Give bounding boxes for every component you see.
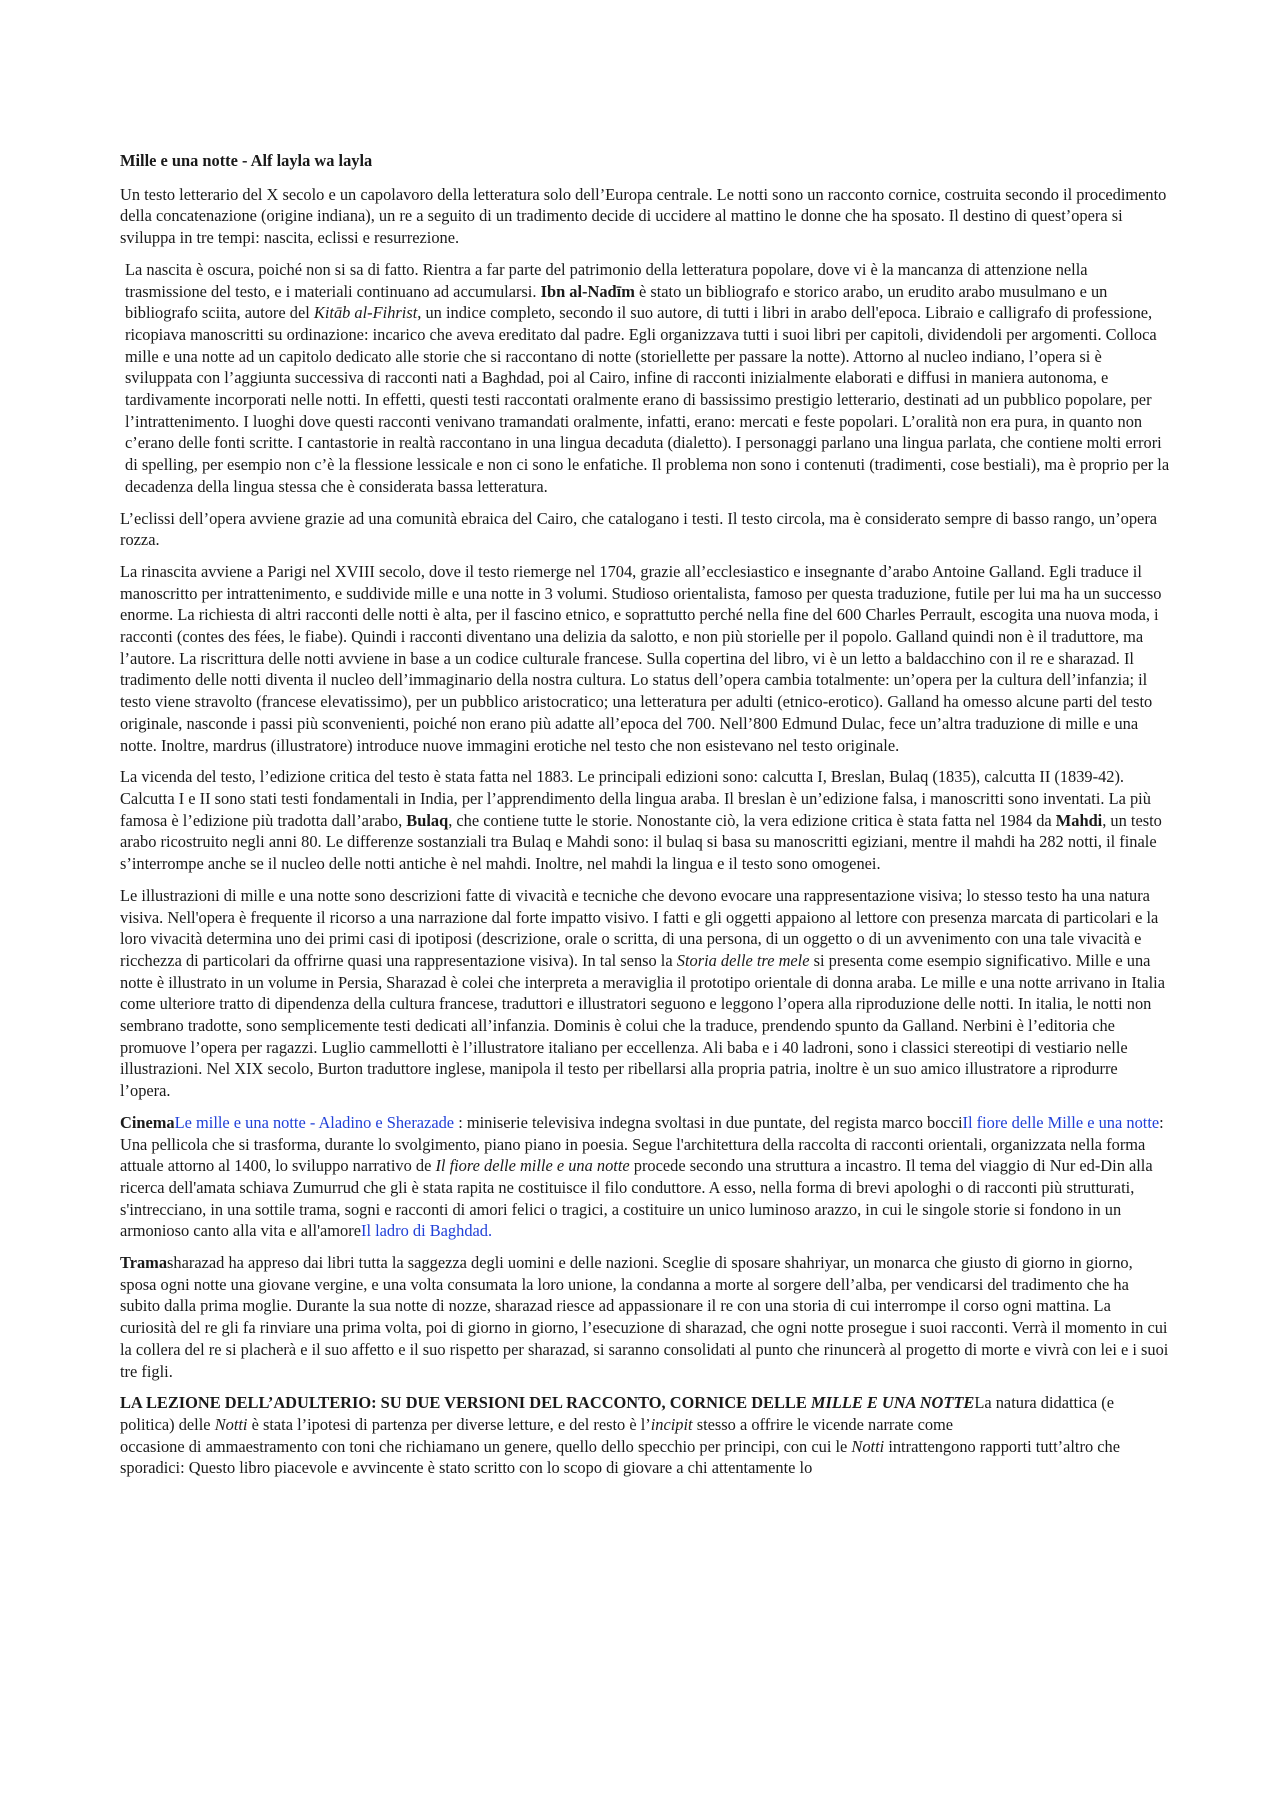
text-run: occasione di ammaestramento con toni che richiamano un genere, quello dello specchio per principi, con cui le (120, 1436, 848, 1456)
bold-italic-term: MILLE E UNA NOTTE (810, 1393, 975, 1413)
page-title: Mille e una notte - Alf layla wa layla (120, 151, 373, 170)
text-run: , che contiene tutte le storie. Nonostante ciò, la vera edizione critica è stata fatta nel 1984 da (448, 810, 1052, 830)
text-run: intrattengono rapporti tutt’altro che sporadici: Questo libro piacevole e avvincente è stato scritto con lo scopo di giovare a chi attentamente lo (120, 1436, 1120, 1478)
text-run: è stato un bibliografo e storico arabo, un erudito arabo musulmano e un bibliografo sciita, autore del (125, 281, 1108, 323)
text-run: si presenta come esempio significativo. Mille e una notte è illustrato in un volume in Persia, Sharazad è colei che interpreta a meraviglia il prototipo orientale di donna araba. Le mille e una notte arrivano in Italia come ulteriore tratto di dipendenza della cultura francese, traduttori e illustratori seguono e leggono l’opera alla riproduzione delle notti. In italia, le notti non sembrano tradotte, sono semplicemente testi dedicati all’infanzia. Dominis è colui che la traduce, prendendo spunto da Galland. Nerbini è l’editoria che promuove l’opera per ragazzi. Luglio cammellotti è l’illustratore italiano per eccellenza. Ali baba e i 40 ladroni, sono i classici stereotipi di vestiario nelle illustrazioni. Nel XIX secolo, Burton traduttore inglese, manipola il testo per ribellarsi alla propria patria, inoltre è un suo amico illustratore a riprodurre l’opera. (120, 950, 1165, 1101)
bold-term: Trama (120, 1253, 168, 1273)
link-aladino-sherazade[interactable]: Le mille e una notte - Aladino e Sherazade (174, 1112, 455, 1132)
paragraph-lezione (120, 1392, 1170, 1479)
paragraph-cinema (120, 1112, 1170, 1242)
document-page (120, 150, 1170, 1489)
italic-term: Kitāb al-Fihrist (313, 303, 418, 323)
text-run: , un indice completo, secondo il suo autore, di tutti i libri in arabo dell'epoca. Libraio e calligrafo di professione, ricopiava manoscritti su ordinazione: incarico che aveva ereditato dal padre. Egli organizzava tutti i suoi libri per capitoli, dividendoli per argomenti. Colloca mille e una notte ad un capitolo dedicato alle storie che si raccontano di notte (storiellette per passare la notte). Attorno al nucleo indiano, l’opera si è sviluppata con l’aggiunta successiva di racconti nati a Baghdad, poi al Cairo, infine di racconti inizialmente elaborati e diffusi in maniera autonoma, e tardivamente incorporati nelle notti. In effetti, questi testi raccontati oralmente erano di bassissimo prestigio letterario, destinati ad un pubblico popolare, per l’intrattenimento. I luoghi dove questi racconti venivano tramandati oralmente, infatti, erano: mercati e feste popolari. L’oralità non era pura, in quanto non c’erano delle fonti scritte. I cantastorie in realtà raccontano in una lingua decaduta (dialetto). I personaggi parlano una lingua parlata, che contiene molti errori di spelling, per esempio non c’è la flessione lessicale e non ci sono le enfatiche. Il problema non sono i contenuti (tradimenti, cose bestiali), ma è proprio per la decadenza della lingua stessa che è considerata bassa letteratura. (125, 303, 1170, 496)
bold-term: Ibn al-Nadīm (540, 281, 635, 301)
paragraph-eclissi: L’eclissi dell’opera avviene grazie ad una comunità ebraica del Cairo, che catalogano i testi. Il testo circola, ma è considerato sempre di basso rango, un’opera rozza. (120, 508, 1158, 550)
link-ladro-baghdad[interactable]: Il ladro di Baghdad. (360, 1221, 493, 1241)
paragraph-rinascita: La rinascita avviene a Parigi nel XVIII secolo, dove il testo riemerge nel 1704, grazie all’ecclesiastico e insegnante d’arabo Antoine Galland. Egli traduce il manoscritto per intrattenimento, e suddivide mille e una notte in 3 volumi. Studioso orientalista, famoso per questa traduzione, futile per lui ma ha un successo enorme. La richiesta di altri racconti delle notti è alta, per il fascino etnico, e soprattutto perché nella fine del 600 Charles Perrault, escogita una nuova moda, i racconti (contes des fées, le fiabe). Quindi i racconti diventano una delizia da salotto, e non più storielle per il popolo. Galland quindi non è il traduttore, ma l’autore. La riscrittura delle notti avviene in base a un codice culturale francese. Sulla copertina del libro, vi è un letto a baldacchino con il re e sharazad. Il tradimento delle notti diventa il nucleo dell’immaginario della nostra cultura. Lo status dell’opera cambia totalmente: un’opera per la cultura dell’infanzia; il testo viene stravolto (francese elevatissimo), per un pubblico aristocratico; una letteratura per adulti (etnico-erotico). Galland ha omesso alcune parti del testo originale, nasconde i passi più sconvenienti, poiché non erano più adatte all’epoca del 700. Nell’800 Edmund Dulac, fece un’altra traduzione di mille e una notte. Inoltre, mardrus (illustratore) introduce nuove immagini erotiche nel testo che non esistevano nel testo originale. (120, 561, 1162, 755)
bold-term: Mahdi (1055, 810, 1103, 830)
text-run: : Una pellicola che si trasforma, durante lo svolgimento, piano piano in poesia. Segue l'architettura della raccolta di racconti orientali, organizzata nella forma attuale attorno al 1400, lo sviluppo narrativo de (120, 1112, 1164, 1176)
paragraph-nascita (120, 259, 1170, 498)
italic-term: Il fiore delle mille e una notte (435, 1156, 630, 1176)
bold-heading: LA LEZIONE DELL’ADULTERIO: SU DUE VERSIONI DEL RACCONTO, CORNICE DELLE (120, 1393, 807, 1413)
paragraph-edizioni (120, 766, 1170, 875)
paragraph-illustrazioni (120, 885, 1170, 1102)
text-run: procede secondo una struttura a incastro. Il tema del viaggio di Nur ed-Din alla ricerca dell'amata schiava Zumurrud che gli è stata rapita ne costituisce il filo conduttore. A esso, nella forma di brevi apologhi o di racconti più strutturati, s'intrecciano, in una sottile trama, sogni e racconti di amori felici o tragici, a costituire un unico luminoso arazzo, in cui le singole storie si fondono in un armonioso canto alla vita e all'amore (120, 1156, 1153, 1241)
bold-term: Cinema (120, 1112, 175, 1132)
text-run: sharazad ha appreso dai libri tutta la saggezza degli uomini e delle nazioni. Sceglie di sposare shahriyar, un monarca che giusto di giorno in giorno, sposa ogni notte una giovane vergine, e una volta consumata la loro unione, la condanna a morte al sorgere dell’alba, per vendicarsi del tradimento che ha subito dalla prima moglie. Durante la sua notte di nozze, sharazad riesce ad appassionare il re con una storia di cui interrompe il corso ogni mattina. La curiosità del re gli fa rinviare una prima volta, poi di giorno in giorno, l’esecuzione di sharazad, che ogni notte prosegue i suoi racconti. Verrà il momento in cui la collera del re si placherà e il suo affetto e il suo rispetto per sharazad, si saranno consolidati al punto che rinuncerà al progetto di morte e vivrà con lei e i suoi tre figli. (120, 1253, 1169, 1381)
link-fiore-mille-notte[interactable]: Il fiore delle Mille e una notte (962, 1112, 1160, 1132)
text-run: Le illustrazioni di mille e una notte sono descrizioni fatte di vivacità e tecniche che devono evocare una rappresentazione visiva; lo stesso testo ha una natura visiva. Nell'opera è frequente il ricorso a una narrazione dal forte impatto visivo. I fatti e gli oggetti appaiono al lettore con presenza marcata di particolari e la loro vivacità determina uno dei primi casi di ipotiposi (descrizione, orale o scritta, di una persona, di un oggetto o di un avvenimento con una tale vivacità e ricchezza di particolari da offrirne quasi una rappresentazione visiva). In tal senso la (120, 885, 1159, 970)
text-run: stesso a offrire le vicende narrate come (696, 1414, 954, 1434)
paragraph-intro: Un testo letterario del X secolo e un capolavoro della letteratura solo dell’Europa centrale. Le notti sono un racconto cornice, costruita secondo il procedimento della concatenazione (origine indiana), un re a seguito di un tradimento decide di uccidere al mattino le donne che ha sposato. Il destino di quest’opera si sviluppa in tre tempi: nascita, eclissi e resurrezione. (120, 184, 1167, 248)
text-run: , un testo arabo ricostruito negli anni 80. Le differenze sostanziali tra Bulaq e Mahdi sono: il bulaq si basa su manoscritti egiziani, mentre il mahdi ha 282 notti, il finale s’interrompe anche se il nucleo delle notti antiche è nel mahdi. Inoltre, nel mahdi la lingua e il testo sono omogenei. (120, 810, 1162, 874)
text-run: La natura didattica (e politica) delle (120, 1393, 1115, 1434)
bold-term: Bulaq (406, 810, 449, 830)
text-run: La nascita è oscura, poiché non si sa di fatto. Rientra a far parte del patrimonio della letteratura popolare, dove vi è la mancanza di attenzione nella trasmissione del testo, e i materiali continuano ad accumularsi. (125, 259, 1088, 301)
italic-term: Notti (851, 1436, 885, 1456)
text-run: è stata l’ipotesi di partenza per diverse letture, e del resto è l’ (251, 1414, 651, 1434)
paragraph-trama (120, 1252, 1170, 1382)
italic-term: Storia delle tre mele (676, 950, 810, 970)
text-run: : miniserie televisiva indegna svoltasi in due puntate, del regista marco bocci (458, 1112, 963, 1132)
text-run: La vicenda del testo, l’edizione critica del testo è stata fatta nel 1883. Le principali edizioni sono: calcutta I, Breslan, Bulaq (1835), calcutta II (1839-42). Calcutta I e II sono stati testi fondamentali in India, per l’apprendimento della lingua araba. Il breslan è un’edizione falsa, i manoscritti sono inventati. La più famosa è l’edizione più tradotta dall’arabo, (120, 767, 1151, 830)
italic-term: Notti (214, 1414, 248, 1434)
italic-term: incipit (650, 1414, 693, 1434)
